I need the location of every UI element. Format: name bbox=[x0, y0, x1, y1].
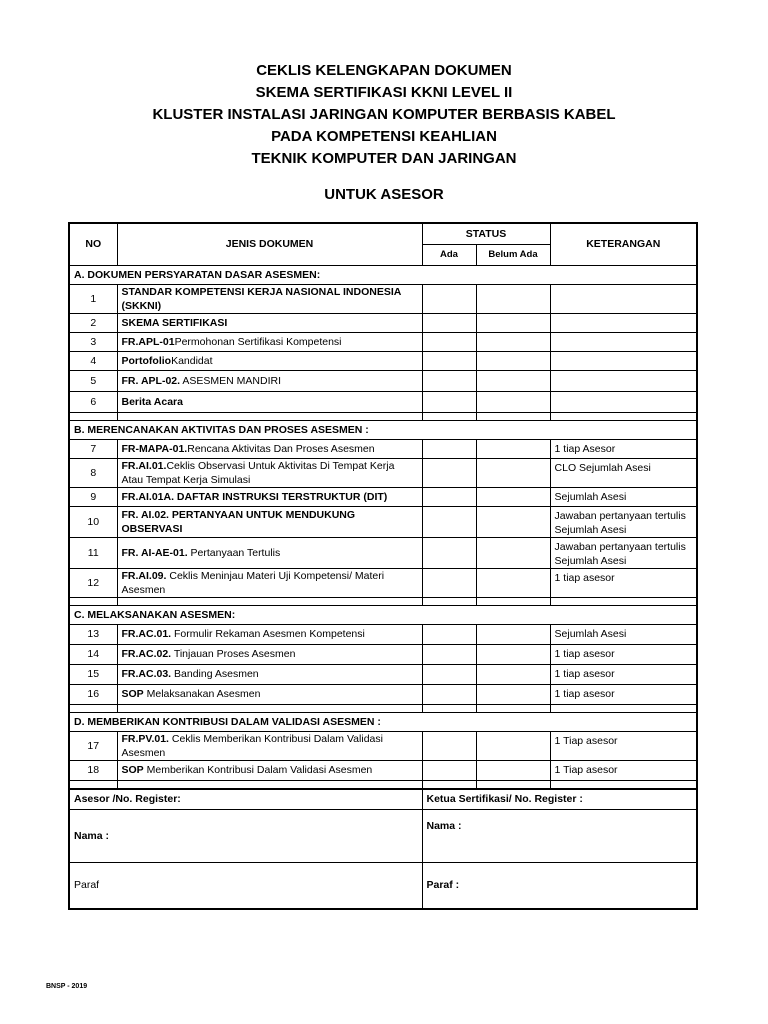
status-belum-ada-cell[interactable] bbox=[476, 624, 550, 644]
row-number: 10 bbox=[69, 506, 117, 537]
table-row bbox=[69, 506, 697, 537]
status-belum-ada-cell[interactable] bbox=[476, 332, 550, 351]
title-line-5: TEKNIK KOMPUTER DAN JARINGAN bbox=[251, 150, 517, 167]
ketua-nama-field[interactable]: Nama : bbox=[422, 810, 697, 863]
status-ada-cell[interactable] bbox=[422, 332, 476, 351]
blank-cell bbox=[69, 412, 117, 420]
status-belum-ada-cell[interactable] bbox=[476, 731, 550, 760]
status-ada-cell[interactable] bbox=[422, 537, 476, 568]
document-description: ASESMEN MANDIRI bbox=[180, 374, 281, 387]
status-belum-ada-cell[interactable] bbox=[476, 684, 550, 704]
document-code: Berita Acara bbox=[121, 395, 183, 408]
row-number: 5 bbox=[69, 370, 117, 391]
document-code: FR.AI.09. bbox=[121, 569, 167, 582]
keterangan-cell: 1 Tiap asesor bbox=[550, 760, 697, 780]
document-title-block bbox=[0, 60, 768, 170]
document-name-cell bbox=[117, 391, 422, 412]
document-name-cell bbox=[117, 731, 422, 760]
row-number: 11 bbox=[69, 537, 117, 568]
blank-row bbox=[69, 597, 697, 605]
status-belum-ada-cell[interactable] bbox=[476, 487, 550, 506]
status-ada-cell[interactable] bbox=[422, 458, 476, 487]
keterangan-cell: Jawaban pertanyaan tertulis Sejumlah Asesi bbox=[550, 506, 697, 537]
asesor-paraf-field[interactable]: Paraf bbox=[69, 863, 422, 909]
blank-cell bbox=[422, 597, 476, 605]
keterangan-cell: Sejumlah Asesi bbox=[550, 487, 697, 506]
document-subtitle: UNTUK ASESOR bbox=[324, 186, 444, 203]
table-row bbox=[69, 332, 697, 351]
document-name-cell bbox=[117, 664, 422, 684]
document-name-cell bbox=[117, 458, 422, 487]
table-row bbox=[69, 458, 697, 487]
status-belum-ada-cell[interactable] bbox=[476, 568, 550, 597]
document-description: Ceklis Memberikan Kontribusi Dalam Validasi Asesmen bbox=[121, 732, 383, 759]
status-ada-cell[interactable] bbox=[422, 664, 476, 684]
table-row bbox=[69, 664, 697, 684]
keterangan-cell: 1 tiap asesor bbox=[550, 568, 697, 597]
blank-row bbox=[69, 780, 697, 789]
document-name-cell bbox=[117, 506, 422, 537]
section-title: B. MERENCANAKAN AKTIVITAS DAN PROSES ASESMEN : bbox=[69, 420, 697, 439]
status-belum-ada-cell[interactable] bbox=[476, 537, 550, 568]
status-ada-cell[interactable] bbox=[422, 284, 476, 313]
document-code: Portofolio bbox=[121, 354, 172, 367]
table-row bbox=[69, 284, 697, 313]
blank-cell bbox=[117, 412, 422, 420]
ketua-register-label: Ketua Sertifikasi/ No. Register : bbox=[422, 789, 697, 810]
document-code: FR. AI.02. PERTANYAAN UNTUK MENDUKUNG OBSERVASI bbox=[121, 508, 356, 535]
row-number: 3 bbox=[69, 332, 117, 351]
document-name-cell bbox=[117, 313, 422, 332]
section-title: C. MELAKSANAKAN ASESMEN: bbox=[69, 605, 697, 624]
table-row bbox=[69, 624, 697, 644]
document-code: FR.AC.03. bbox=[121, 668, 172, 680]
document-description: Ceklis Meninjau Materi Uji Kompetensi/ Materi Asesmen bbox=[121, 569, 385, 596]
blank-cell bbox=[476, 597, 550, 605]
document-description: Tinjauan Proses Asesmen bbox=[171, 648, 296, 660]
document-description: Pertanyaan Tertulis bbox=[187, 546, 281, 559]
keterangan-cell: 1 tiap asesor bbox=[550, 644, 697, 664]
document-code: FR. APL-02. bbox=[121, 374, 181, 387]
document-name-cell bbox=[117, 624, 422, 644]
status-ada-cell[interactable] bbox=[422, 644, 476, 664]
row-number: 1 bbox=[69, 284, 117, 313]
blank-cell bbox=[476, 780, 550, 789]
blank-cell bbox=[117, 704, 422, 712]
table-row bbox=[69, 568, 697, 597]
document-description: Ceklis Observasi Untuk Aktivitas Di Tempat Kerja Atau Tempat Kerja Simulasi bbox=[121, 459, 395, 486]
header-belum-ada: Belum Ada bbox=[476, 244, 550, 265]
blank-cell bbox=[422, 780, 476, 789]
status-belum-ada-cell[interactable] bbox=[476, 313, 550, 332]
section-header-row bbox=[69, 265, 697, 284]
status-ada-cell[interactable] bbox=[422, 487, 476, 506]
blank-cell bbox=[117, 597, 422, 605]
table-row bbox=[69, 537, 697, 568]
keterangan-cell: 1 tiap Asesor bbox=[550, 439, 697, 458]
status-belum-ada-cell[interactable] bbox=[476, 351, 550, 370]
table-row bbox=[69, 684, 697, 704]
status-ada-cell[interactable] bbox=[422, 731, 476, 760]
blank-cell bbox=[550, 412, 697, 420]
status-ada-cell[interactable] bbox=[422, 506, 476, 537]
status-belum-ada-cell[interactable] bbox=[476, 664, 550, 684]
row-number: 4 bbox=[69, 351, 117, 370]
status-belum-ada-cell[interactable] bbox=[476, 284, 550, 313]
blank-cell bbox=[69, 597, 117, 605]
blank-cell bbox=[550, 704, 697, 712]
document-name-cell bbox=[117, 284, 422, 313]
table-row bbox=[69, 370, 697, 391]
status-belum-ada-cell[interactable] bbox=[476, 506, 550, 537]
row-number: 18 bbox=[69, 760, 117, 780]
title-line-1: CEKLIS KELENGKAPAN DOKUMEN bbox=[256, 62, 512, 79]
status-ada-cell[interactable] bbox=[422, 313, 476, 332]
keterangan-cell: CLO Sejumlah Asesi bbox=[550, 458, 697, 487]
document-code: FR. AI-AE-01. bbox=[121, 546, 188, 559]
blank-cell bbox=[422, 412, 476, 420]
status-belum-ada-cell[interactable] bbox=[476, 760, 550, 780]
document-name-cell bbox=[117, 568, 422, 597]
document-name-cell bbox=[117, 439, 422, 458]
status-belum-ada-cell[interactable] bbox=[476, 644, 550, 664]
status-ada-cell[interactable] bbox=[422, 760, 476, 780]
section-title: D. MEMBERIKAN KONTRIBUSI DALAM VALIDASI ASESMEN : bbox=[69, 712, 697, 731]
blank-cell bbox=[422, 704, 476, 712]
document-name-cell bbox=[117, 351, 422, 370]
row-number: 16 bbox=[69, 684, 117, 704]
status-ada-cell[interactable] bbox=[422, 370, 476, 391]
document-code: FR.AC.01. bbox=[121, 628, 172, 640]
keterangan-cell bbox=[550, 284, 697, 313]
table-row bbox=[69, 351, 697, 370]
keterangan-cell bbox=[550, 370, 697, 391]
document-description: Kandidat bbox=[171, 354, 213, 367]
row-number: 6 bbox=[69, 391, 117, 412]
table-row bbox=[69, 439, 697, 458]
document-code: FR.APL-01 bbox=[121, 335, 175, 348]
status-belum-ada-cell[interactable] bbox=[476, 391, 550, 412]
blank-cell bbox=[69, 704, 117, 712]
row-number: 12 bbox=[69, 568, 117, 597]
keterangan-cell bbox=[550, 313, 697, 332]
document-code: FR.AI.01. bbox=[121, 459, 167, 472]
table-row bbox=[69, 313, 697, 332]
title-line-4: PADA KOMPETENSI KEAHLIAN bbox=[271, 128, 497, 145]
blank-cell bbox=[476, 704, 550, 712]
row-number: 9 bbox=[69, 487, 117, 506]
keterangan-cell: Sejumlah Asesi bbox=[550, 624, 697, 644]
table-row bbox=[69, 391, 697, 412]
signature-header-row bbox=[69, 789, 697, 810]
document-code: SOP bbox=[121, 688, 144, 700]
document-name-cell bbox=[117, 644, 422, 664]
row-number: 15 bbox=[69, 664, 117, 684]
row-number: 2 bbox=[69, 313, 117, 332]
document-code: FR-MAPA-01. bbox=[121, 442, 188, 455]
document-description: Melaksanakan Asesmen bbox=[143, 688, 261, 700]
title-line-3: KLUSTER INSTALASI JARINGAN KOMPUTER BERBASIS KABEL bbox=[152, 106, 616, 123]
blank-row bbox=[69, 412, 697, 420]
section-title: A. DOKUMEN PERSYARATAN DASAR ASESMEN: bbox=[69, 265, 697, 284]
header-jenis-dokumen: JENIS DOKUMEN bbox=[117, 223, 422, 265]
document-name-cell bbox=[117, 684, 422, 704]
keterangan-cell bbox=[550, 391, 697, 412]
document-name-cell bbox=[117, 370, 422, 391]
header-ada: Ada bbox=[422, 244, 476, 265]
ketua-paraf-field[interactable]: Paraf : bbox=[422, 863, 697, 909]
table-row bbox=[69, 731, 697, 760]
status-ada-cell[interactable] bbox=[422, 351, 476, 370]
signature-paraf-row bbox=[69, 863, 697, 909]
document-description: Rencana Aktivitas Dan Proses Asesmen bbox=[187, 442, 375, 455]
section-header-row bbox=[69, 712, 697, 731]
status-ada-cell[interactable] bbox=[422, 568, 476, 597]
document-name-cell bbox=[117, 487, 422, 506]
document-code: SKEMA SERTIFIKASI bbox=[121, 316, 228, 329]
section-header-row bbox=[69, 420, 697, 439]
blank-cell bbox=[550, 780, 697, 789]
blank-cell bbox=[476, 412, 550, 420]
header-row bbox=[69, 223, 697, 244]
document-code: SOP bbox=[121, 764, 144, 776]
document-code: FR.PV.01. bbox=[121, 732, 169, 745]
row-number: 17 bbox=[69, 731, 117, 760]
status-ada-cell[interactable] bbox=[422, 391, 476, 412]
row-number: 14 bbox=[69, 644, 117, 664]
document-name-cell bbox=[117, 537, 422, 568]
document-code: FR.AI.01A. DAFTAR INSTRUKSI TERSTRUKTUR (DIT) bbox=[121, 490, 388, 503]
blank-cell bbox=[69, 780, 117, 789]
asesor-register-label: Asesor /No. Register: bbox=[69, 789, 422, 810]
document-name-cell bbox=[117, 332, 422, 351]
document-name-cell bbox=[117, 760, 422, 780]
status-ada-cell[interactable] bbox=[422, 439, 476, 458]
document-code: FR.AC.02. bbox=[121, 648, 172, 660]
section-header-row bbox=[69, 605, 697, 624]
blank-row bbox=[69, 704, 697, 712]
blank-cell bbox=[550, 597, 697, 605]
table-row bbox=[69, 760, 697, 780]
title-line-2: SKEMA SERTIFIKASI KKNI LEVEL II bbox=[255, 84, 513, 101]
keterangan-cell: 1 Tiap asesor bbox=[550, 731, 697, 760]
keterangan-cell: 1 tiap asesor bbox=[550, 664, 697, 684]
footer-bnsp: BNSP - 2019 bbox=[46, 983, 88, 990]
signature-nama-row bbox=[69, 810, 697, 863]
keterangan-cell bbox=[550, 332, 697, 351]
status-ada-cell[interactable] bbox=[422, 624, 476, 644]
row-number: 8 bbox=[69, 458, 117, 487]
table-row bbox=[69, 487, 697, 506]
row-number: 13 bbox=[69, 624, 117, 644]
header-no: NO bbox=[69, 223, 117, 265]
header-status: STATUS bbox=[422, 223, 550, 244]
keterangan-cell bbox=[550, 351, 697, 370]
document-description: Formulir Rekaman Asesmen Kompetensi bbox=[171, 628, 365, 640]
keterangan-cell: 1 tiap asesor bbox=[550, 684, 697, 704]
blank-cell bbox=[117, 780, 422, 789]
table-row bbox=[69, 644, 697, 664]
row-number: 7 bbox=[69, 439, 117, 458]
status-belum-ada-cell[interactable] bbox=[476, 370, 550, 391]
header-keterangan: KETERANGAN bbox=[550, 223, 697, 265]
document-description: Permohonan Sertifikasi Kompetensi bbox=[174, 335, 342, 348]
checklist-table bbox=[68, 222, 698, 910]
status-belum-ada-cell[interactable] bbox=[476, 458, 550, 487]
status-ada-cell[interactable] bbox=[422, 684, 476, 704]
document-description: Memberikan Kontribusi Dalam Validasi Asesmen bbox=[143, 764, 373, 776]
document-description: Banding Asesmen bbox=[171, 668, 259, 680]
status-belum-ada-cell[interactable] bbox=[476, 439, 550, 458]
asesor-nama-field[interactable]: Nama : bbox=[69, 810, 422, 863]
document-code: STANDAR KOMPETENSI KERJA NASIONAL INDONESIA (SKKNI) bbox=[121, 285, 401, 312]
keterangan-cell: Jawaban pertanyaan tertulis Sejumlah Asesi bbox=[550, 537, 697, 568]
